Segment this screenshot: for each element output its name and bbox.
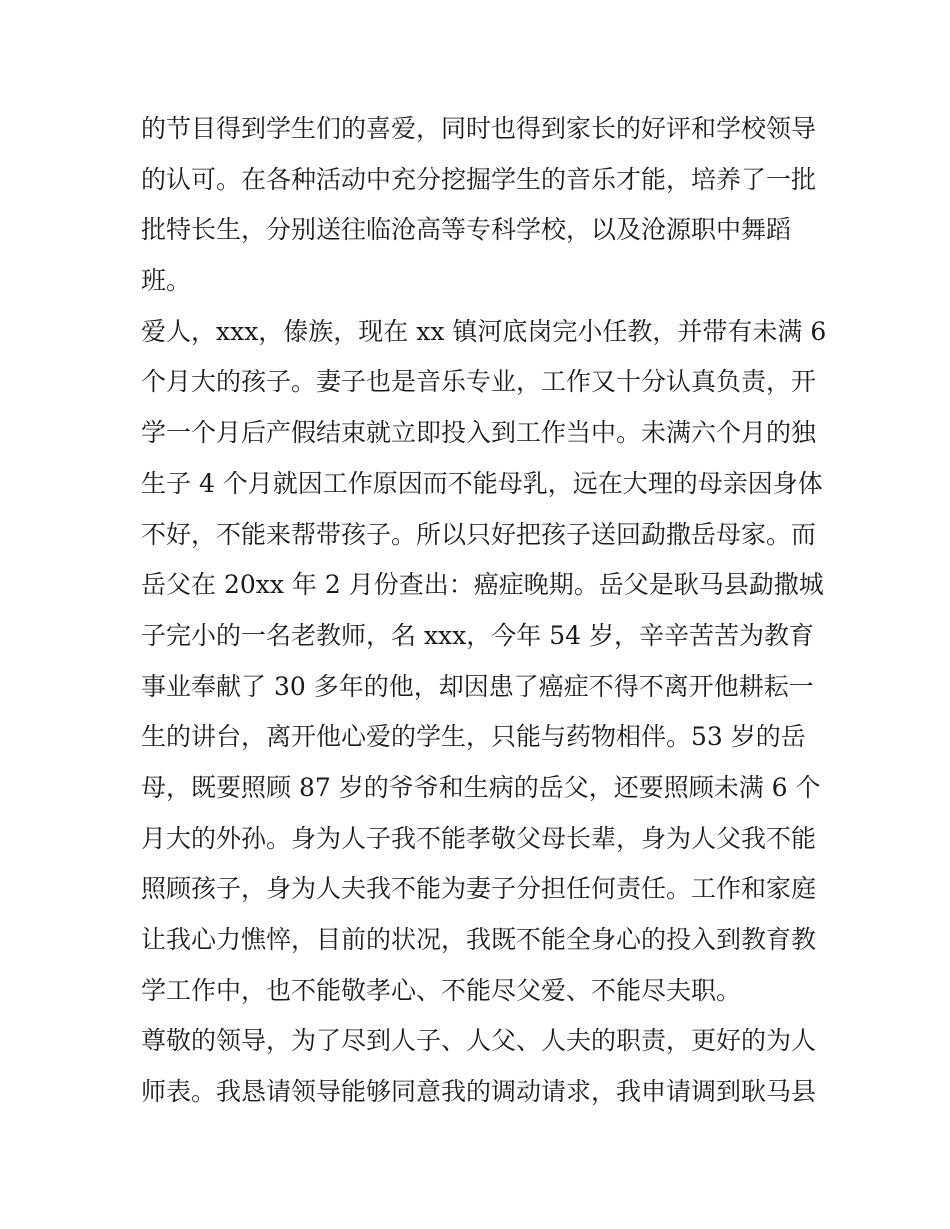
text-line: 让我心力憔悴，目前的状况，我既不能全身心的投入到教育教 (141, 925, 817, 954)
text-line: 的认可。在各种活动中充分挖掘学生的音乐才能，培养了一批 (141, 164, 817, 194)
text-line: 照顾孩子，身为人夫我不能为妻子分担任何责任。工作和家庭 (141, 874, 817, 904)
text-line: 岳父在 20xx 年 2 月份查出：癌症晚期。岳父是耿马县勐撒城 (141, 570, 824, 600)
text-line: 师表。我恳请领导能够同意我的调动请求，我申请调到耿马县 (141, 1077, 817, 1107)
text-line: 个月大的孩子。妻子也是音乐专业，工作又十分认真负责，开 (141, 367, 817, 397)
text-line: 生子 4 个月就因工作原因而不能母乳，远在大理的母亲因身体 (141, 468, 823, 498)
text-line: 子完小的一名老教师，名 xxx，今年 54 岁，辛辛苦苦为教育 (141, 620, 814, 650)
text-line: 尊敬的领导，为了尽到人子、人父、人夫的职责，更好的为人 (141, 1026, 817, 1056)
text-line: 爱人，xxx，傣族，现在 xx 镇河底岗完小任教，并带有未满 6 (141, 316, 827, 346)
text-line: 学一个月后产假结束就立即投入到工作当中。未满六个月的独 (141, 418, 817, 448)
paragraph-1 (141, 104, 821, 307)
text-line: 事业奉献了 30 多年的他，却因患了癌症不得不离开他耕耘一 (141, 671, 814, 701)
paragraph-2 (141, 307, 827, 1017)
text-line: 月大的外孙。身为人子我不能孝敬父母长辈，身为人父我不能 (141, 823, 817, 853)
text-line: 批特长生，分别送往临沧高等专科学校，以及沧源职中舞蹈 (141, 215, 792, 245)
text-line: 的节目得到学生们的喜爱，同时也得到家长的好评和学校领导 (141, 114, 817, 143)
text-line: 班。 (141, 266, 192, 296)
text-line: 不好，不能来帮带孩子。所以只好把孩子送回勐撒岳母家。而 (141, 519, 817, 549)
text-line: 学工作中，也不能敬孝心、不能尽父爱、不能尽夫职。 (141, 975, 742, 1005)
paragraph-3 (141, 1016, 821, 1117)
text-line: 生的讲台，离开他心爱的学生，只能与药物相伴。53 岁的岳 (141, 722, 806, 752)
document-body (141, 104, 827, 1118)
text-line: 母，既要照顾 87 岁的爷爷和生病的岳父，还要照顾未满 6 个 (141, 772, 821, 802)
